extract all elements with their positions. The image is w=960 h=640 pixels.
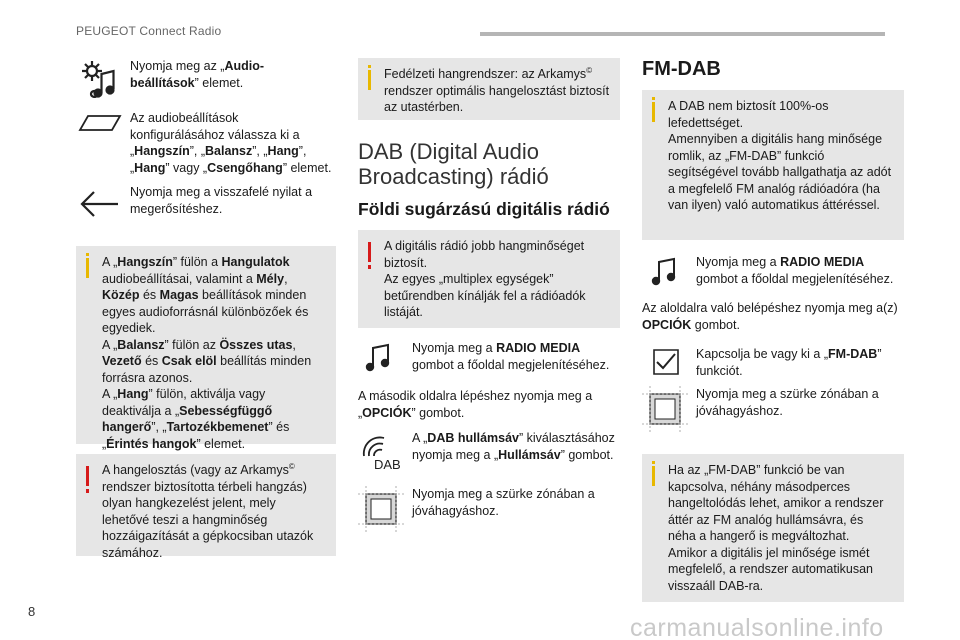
info-box-text: A „Hangszín” fülön a Hangulatok audiobeállításai, valamint a Mély, Közép és Magas beállítások minden egyes audioforrásnál különbözőek és egyediek. A „Balansz” fülön az Összes utas, Vezető és Csak elöl beállítás minden forrásra azonos. A „Hang” fülön, aktiválja vagy deaktiválja a „Sebességfüggő hangerő”, „Tartozékbemenet” és „Érintés hangok” elemet. bbox=[102, 255, 312, 451]
info-box-text: Ha az „FM-DAB” funkció be van kapcsolva, néhány másodperces hangeltolódás lehet, amikor a rendszer áttér az FM analóg hullámsávra, és néha a hangerő is megváltozhat. Amikor a digitális jel minősége ismét megfelelő, a rendszer automatikusan visszaáll DAB-ra. bbox=[668, 463, 884, 593]
grey-zone-icon bbox=[358, 486, 404, 532]
header-rule bbox=[480, 32, 885, 36]
warning-box-text: A digitális rádió jobb hangminőséget biztosít. Az egyes „multiplex egységek” betűrendben kínálják fel a rádióadók listáját. bbox=[384, 239, 586, 319]
page-number: 8 bbox=[28, 604, 36, 619]
step-grey-zone: Nyomja meg a szürke zónában a jóváhagyáshoz. bbox=[696, 387, 879, 418]
dab-radio-icon bbox=[358, 432, 404, 472]
step-audio-settings: Nyomja meg az „Audio-beállítások” elemet. bbox=[130, 59, 265, 90]
step-options: Az aloldalra való belépéshez nyomja meg a(z) OPCIÓK gombot. bbox=[642, 301, 898, 332]
info-box-text: Fedélzeti hangrendszer: az Arkamys© rendszer optimális hangelosztást biztosít az utastérben. bbox=[384, 66, 610, 115]
watermark: carmanualsonline.info bbox=[630, 614, 884, 640]
grey-zone-icon bbox=[642, 386, 688, 432]
info-icon bbox=[86, 258, 89, 278]
info-icon bbox=[652, 466, 655, 486]
music-note-icon bbox=[364, 342, 394, 372]
info-icon bbox=[368, 70, 371, 90]
warning-box-dab bbox=[358, 230, 620, 328]
step-fmdab-toggle: Kapcsolja be vagy ki a „FM-DAB” funkciót. bbox=[696, 347, 882, 378]
step-options: A második oldalra lépéshez nyomja meg a „OPCIÓK” gombot. bbox=[358, 389, 593, 420]
audio-settings-icon bbox=[78, 58, 118, 98]
info-box-text: A DAB nem biztosít 100%-os lefedettséget. Amennyiben a digitális hang minősége romlik, az „FM-DAB” funkció segítségével tovább hallgathatja az adót a megfelelő FM analóg rádióadóra (ha van ilyen) való automatikus áttéréssel. bbox=[668, 99, 892, 212]
back-arrow-icon bbox=[78, 188, 120, 220]
dab-icon-label: DAB bbox=[374, 457, 401, 472]
section-title-dab: DAB (Digital Audio Broadcasting) rádió bbox=[358, 139, 549, 189]
step-radio-media: Nyomja meg a RADIO MEDIA gombot a főoldal megjelenítéséhez. bbox=[412, 341, 610, 372]
step-back-confirm: Nyomja meg a visszafelé nyilat a megerősítéshez. bbox=[130, 185, 313, 216]
checkbox-toggle-icon bbox=[650, 346, 682, 378]
step-radio-media: Nyomja meg a RADIO MEDIA gombot a főoldal megjelenítéséhez. bbox=[696, 255, 894, 286]
warning-icon bbox=[86, 466, 89, 486]
step-audio-config: Az audiobeállítások konfigurálásához válassza ki a „Hangszín”, „Balansz”, „Hang”, „Hang” vagy „Csengőhang” elemet. bbox=[130, 111, 332, 175]
info-box-dab-coverage bbox=[642, 90, 904, 240]
running-header: PEUGEOT Connect Radio bbox=[76, 24, 222, 38]
warning-box-arkamys bbox=[76, 454, 336, 560]
warning-icon bbox=[368, 242, 371, 262]
settings-parallelogram-icon bbox=[78, 112, 122, 134]
step-grey-zone: Nyomja meg a szürke zónában a jóváhagyáshoz. bbox=[412, 487, 595, 518]
subsection-title-terrestrial: Földi sugárzású digitális rádió bbox=[358, 199, 610, 219]
info-icon bbox=[652, 102, 655, 122]
step-dab-band: A „DAB hullámsáv” kiválasztásához nyomja meg a „Hullámsáv” gombot. bbox=[412, 431, 615, 462]
warning-box-text: A hangelosztás (vagy az Arkamys© rendszer biztosította térbeli hangzás) olyan hangkezelést jelent, mely lehetővé teszi a hangminőség hozzáigazítását a gépkocsiban utazók számához. bbox=[102, 462, 314, 560]
info-box-onboard-sound bbox=[358, 58, 620, 120]
section-title-fmdab: FM-DAB bbox=[642, 58, 721, 80]
info-box-sound-settings bbox=[76, 246, 336, 451]
music-note-icon bbox=[650, 256, 680, 286]
info-box-fmdab-switch bbox=[642, 454, 904, 602]
